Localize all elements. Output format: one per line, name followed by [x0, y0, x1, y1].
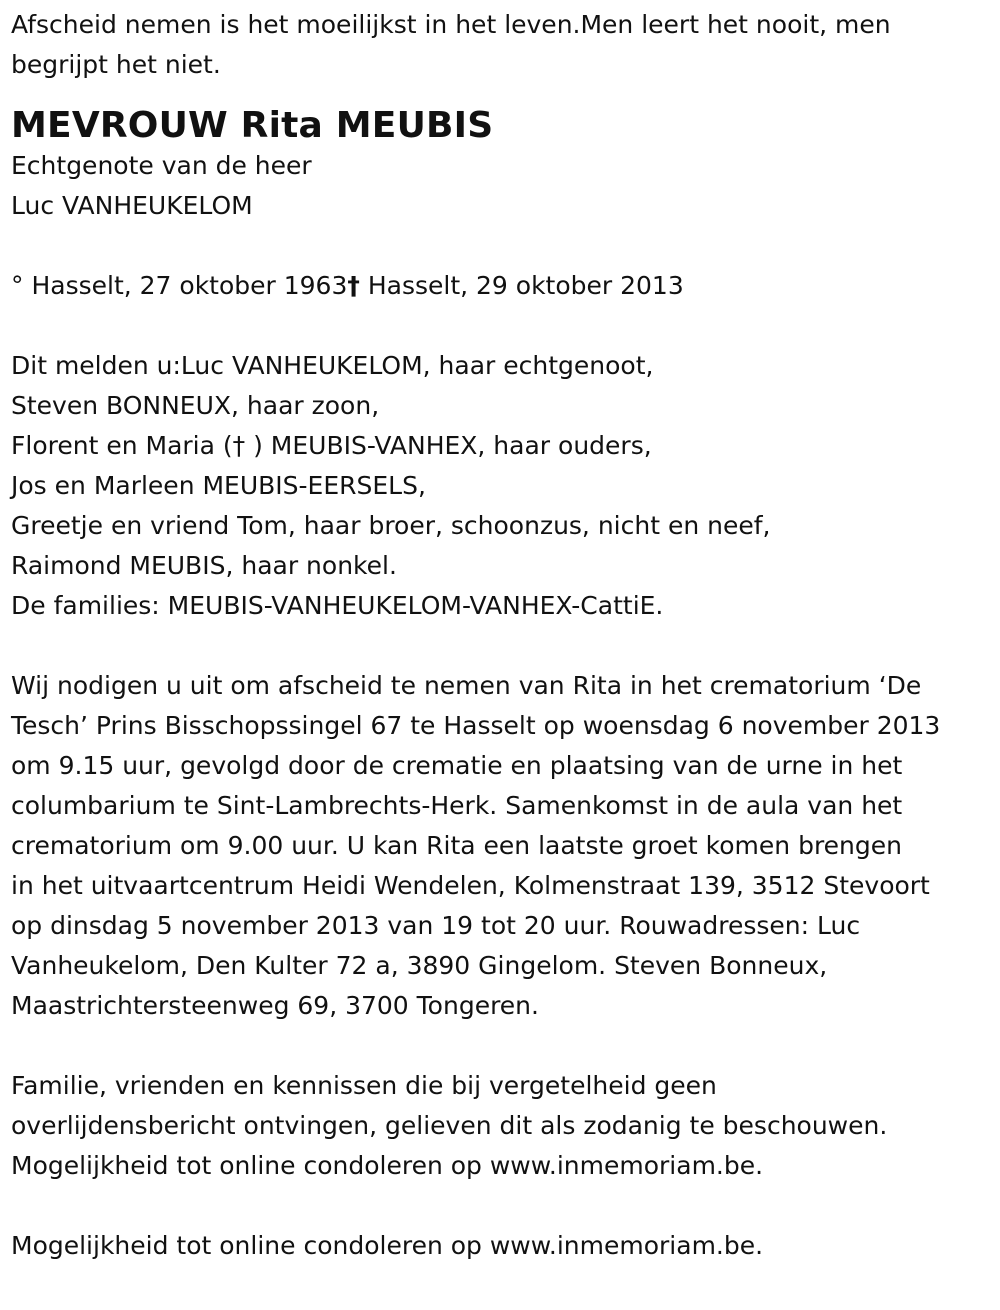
condolence-footer: Mogelijkheid tot online condoleren op www.inmemoriam.be.	[11, 1231, 764, 1260]
intro-line: begrijpt het niet.	[11, 50, 221, 79]
announcer-line: Dit melden u:Luc VANHEUKELOM, haar echtgenoot,	[11, 351, 654, 380]
deceased-name: MEVROUW Rita MEUBIS	[11, 105, 494, 146]
intro-quote	[11, 5, 996, 85]
invitation-paragraph	[11, 666, 996, 1026]
spouse-line: Echtgenote van de heer	[11, 151, 312, 180]
birth-date: ° Hasselt, 27 oktober 1963	[11, 271, 348, 300]
spacer	[11, 1186, 996, 1226]
announcer-line: Steven BONNEUX, haar zoon,	[11, 391, 380, 420]
intro-line: Afscheid nemen is het moeilijkst in het leven.Men leert het nooit, men	[11, 10, 891, 39]
cross-icon: †	[347, 271, 360, 300]
announcer-line: Raimond MEUBIS, haar nonkel.	[11, 551, 397, 580]
invitation-line: Wij nodigen u uit om afscheid te nemen van Rita in het crematorium ‘De	[11, 671, 922, 700]
spouse-info	[11, 146, 996, 226]
announcer-line: Greetje en vriend Tom, haar broer, schoonzus, nicht en neef,	[11, 511, 771, 540]
invitation-line: Maastrichtersteenweg 69, 3700 Tongeren.	[11, 991, 539, 1020]
announcers-list	[11, 346, 996, 626]
invitation-line: columbarium te Sint-Lambrechts-Herk. Samenkomst in de aula van het	[11, 791, 903, 820]
invitation-line: Tesch’ Prins Bisschopssingel 67 te Hasselt op woensdag 6 november 2013	[11, 711, 941, 740]
spacer	[11, 306, 996, 346]
invitation-line: om 9.15 uur, gevolgd door de crematie en plaatsing van de urne in het	[11, 751, 903, 780]
obituary-document	[11, 5, 996, 1266]
invitation-line: Vanheukelom, Den Kulter 72 a, 3890 Gingelom. Steven Bonneux,	[11, 951, 828, 980]
spacer	[11, 226, 996, 266]
death-date: Hasselt, 29 oktober 2013	[359, 271, 684, 300]
spacer	[11, 1026, 996, 1066]
spacer	[11, 626, 996, 666]
closing-line: Familie, vrienden en kennissen die bij vergetelheid geen	[11, 1071, 717, 1100]
announcer-line: De families: MEUBIS-VANHEUKELOM-VANHEX-CattiE.	[11, 591, 664, 620]
birth-death-dates	[11, 266, 996, 306]
closing-line: overlijdensbericht ontvingen, gelieven dit als zodanig te beschouwen.	[11, 1111, 888, 1140]
spouse-line: Luc VANHEUKELOM	[11, 191, 253, 220]
closing-line: Mogelijkheid tot online condoleren op www.inmemoriam.be.	[11, 1151, 764, 1180]
invitation-line: op dinsdag 5 november 2013 van 19 tot 20 uur. Rouwadressen: Luc	[11, 911, 861, 940]
invitation-line: crematorium om 9.00 uur. U kan Rita een laatste groet komen brengen	[11, 831, 902, 860]
announcer-line: Florent en Maria († ) MEUBIS-VANHEX, haar ouders,	[11, 431, 652, 460]
invitation-line: in het uitvaartcentrum Heidi Wendelen, Kolmenstraat 139, 3512 Stevoort	[11, 871, 930, 900]
announcer-line: Jos en Marleen MEUBIS-EERSELS,	[11, 471, 426, 500]
closing-paragraph	[11, 1066, 996, 1186]
